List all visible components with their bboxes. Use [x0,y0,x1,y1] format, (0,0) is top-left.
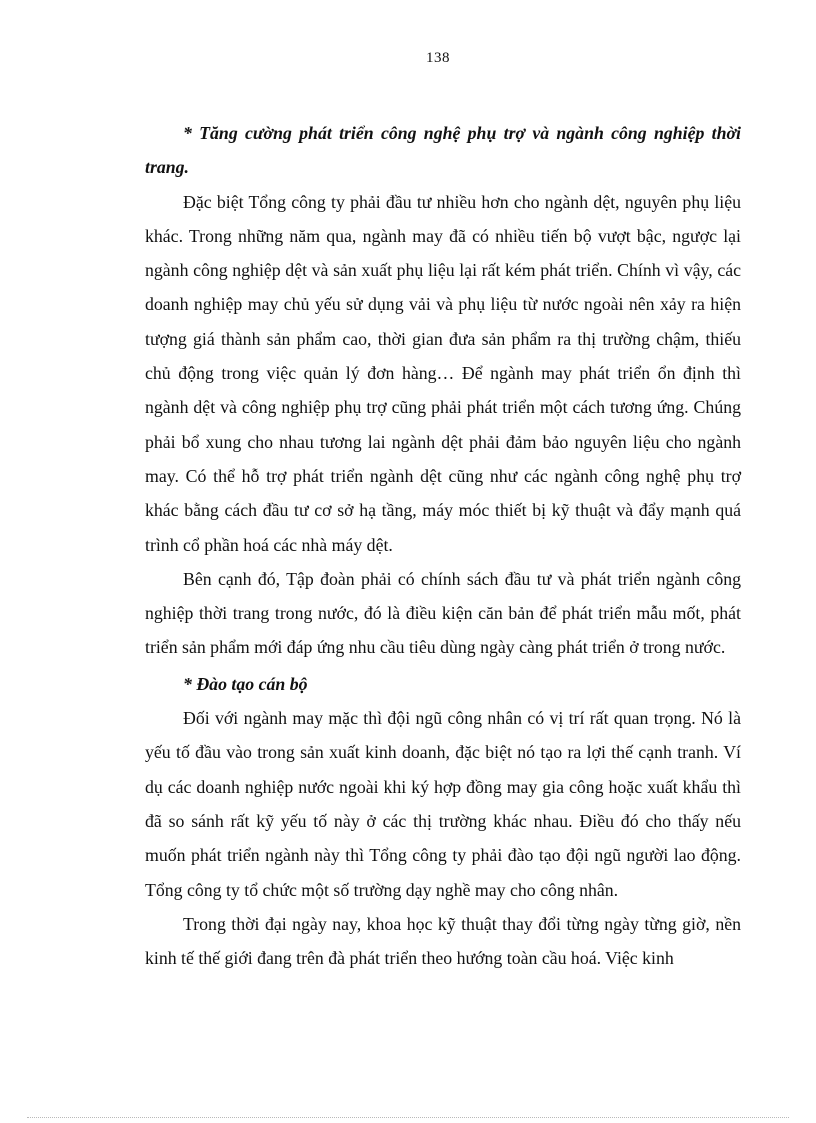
page-bottom-divider [27,1117,789,1118]
page-number: 138 [426,50,450,66]
paragraph: Trong thời đại ngày nay, khoa học kỹ thuật thay đổi từng ngày từng giờ, nền kinh tế thế giới đang trên đà phát triển theo hướng toàn cầu hoá. Việc kinh [145,913,741,969]
paragraph: Đặc biệt Tổng công ty phải đầu tư nhiều hơn cho ngành dệt, nguyên phụ liệu khác. Trong những năm qua, ngành may đã có nhiều tiến bộ vượt bậc, ngược lại ngành công nghiệp dệt và sản xuất phụ liệu lại rất kém phát triển. Chính vì vậy, các doanh nghiệp may chủ yếu sử dụng vải và phụ liệu từ nước ngoài nên xảy ra hiện tượng giá thành sản phẩm cao, thời gian đưa sản phẩm ra thị trường chậm, thiếu chủ động trong việc quản lý đơn hàng… Để ngành may phát triển ổn định thì ngành dệt và công nghiệp phụ trợ cũng phải phát triển một cách tương ứng. Chúng phải bổ xung cho nhau tương lai ngành dệt phải đảm bảo nguyên liệu cho ngành may. Có thể hỗ trợ phát triển ngành dệt cũng như các ngành công nghệ phụ trợ khác bằng cách đầu tư cơ sở hạ tầng, máy móc thiết bị kỹ thuật và đẩy mạnh quá trình cổ phần hoá các nhà máy dệt. [145,191,741,555]
paragraph: Đối với ngành may mặc thì đội ngũ công nhân có vị trí rất quan trọng. Nó là yếu tố đầu vào trong sản xuất kinh doanh, đặc biệt nó tạo ra lợi thế cạnh tranh. Ví dụ các doanh nghiệp nước ngoài khi ký hợp đồng may gia công hoặc xuất khẩu thì đã so sánh rất kỹ yếu tố này ở các thị trường khác nhau. Điều đó cho thấy nếu muốn phát triển ngành này thì Tổng công ty phải đào tạo đội ngũ người lao động. Tổng công ty tổ chức một số trường dạy nghề may cho công nhân. [145,708,741,900]
paragraph: Bên cạnh đó, Tập đoàn phải có chính sách đầu tư và phát triển ngành công nghiệp thời trang trong nước, đó là điều kiện căn bản để phát triển mẫu mốt, phát triển sản phẩm mới đáp ứng nhu cầu tiêu dùng ngày càng phát triển ở trong nước. [145,568,741,658]
document-body [145,116,741,975]
section-heading-supporting-industry: * Tăng cường phát triển công nghệ phụ trợ và ngành công nghiệp thời trang. [145,123,741,178]
section-heading-staff-training: * Đào tạo cán bộ [183,673,308,694]
